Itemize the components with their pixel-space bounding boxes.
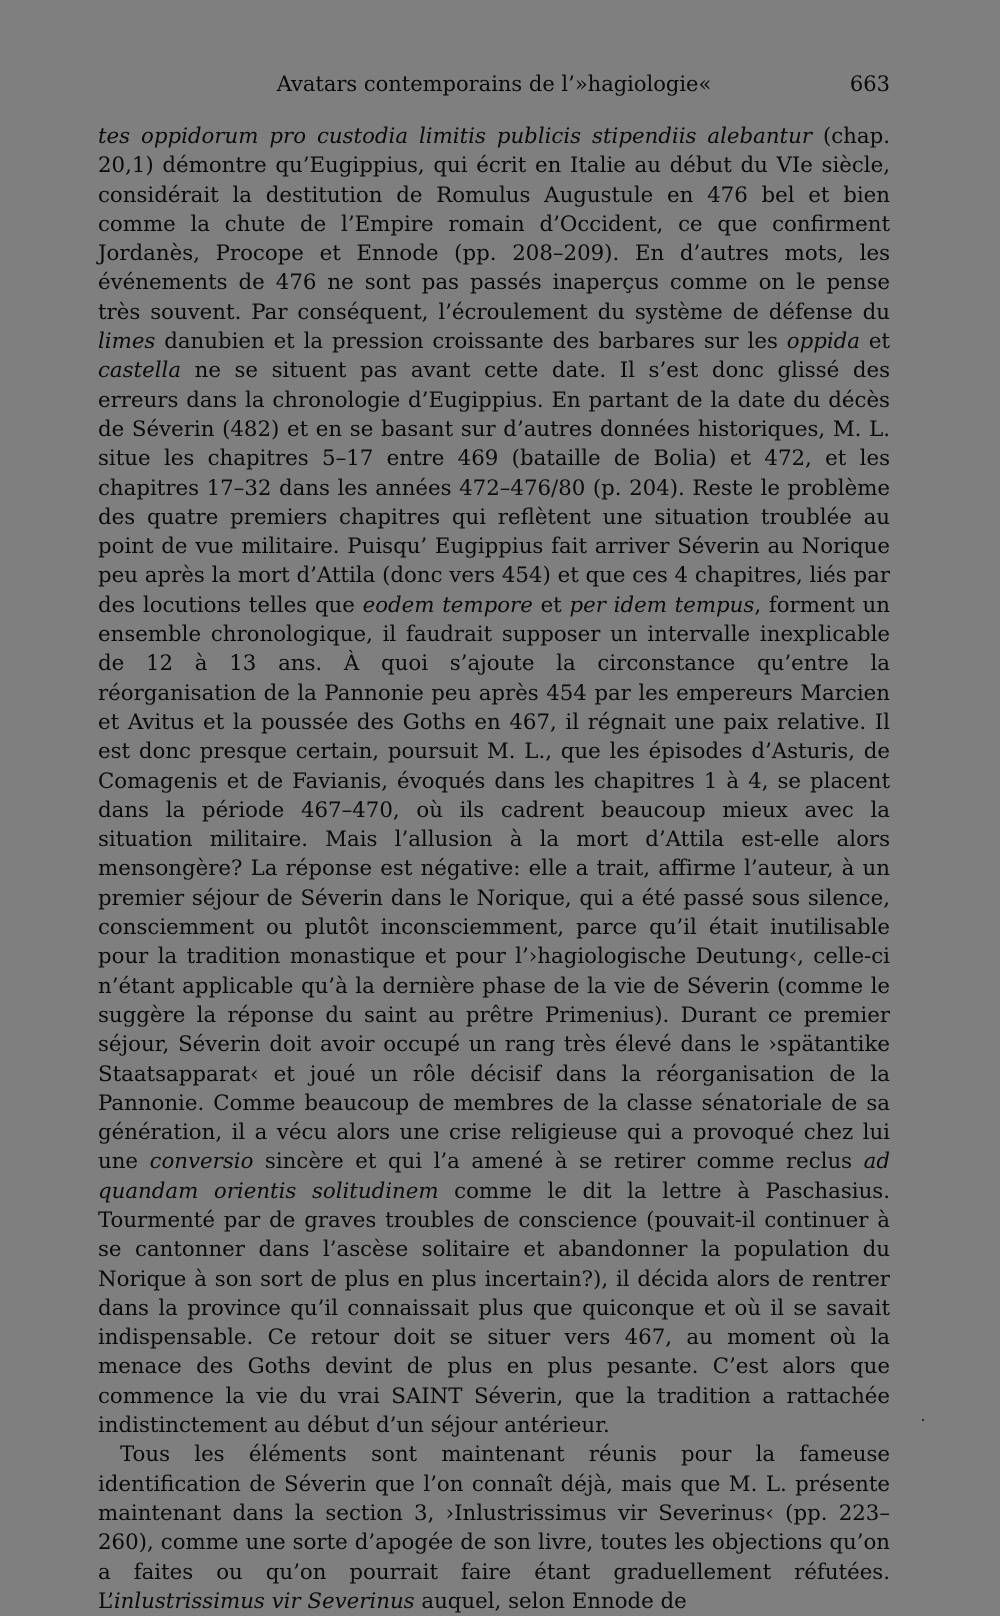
running-head: [98, 64, 890, 104]
paragraph: [98, 1440, 890, 1616]
page-number: 663: [849, 72, 890, 96]
paragraph: [98, 122, 890, 1440]
italic-text: ad quandam orientis solitudinem: [98, 1149, 890, 1204]
body-text: [98, 122, 890, 1616]
running-title: Avatars contemporains de l’»hagiologie«: [276, 72, 712, 96]
text-run: ne se situent pas avant cette date. Il s’est donc glissé des erreurs dans la chronologie d’Eugippius. En partant de la date du décès de Séverin (482) et en se basant sur d’autres données historiques, M. L. situe les chapitres 5–17 entre 469 (bataille de Bolia) et 472, et les chapitres 17–32 dans les années 472–476/80 (p. 204). Reste le problème des quatre premiers chapitres qui reflètent une situation troublée au point de vue militaire. Puisqu’ Eugippius fait arriver Séverin au Norique peu après la mort d’Attila (donc vers 454) et que ces 4 chapitres, liés par des locutions telles que: [98, 358, 890, 618]
italic-text: conversio: [149, 1149, 254, 1175]
text-run: et: [859, 329, 890, 355]
text-run: auquel, selon Ennode de: [414, 1588, 687, 1614]
italic-text: inlustrissimus vir Severinus: [113, 1588, 415, 1614]
italic-text: tes oppidorum pro custodia limitis publicis stipendiis alebantur: [98, 124, 813, 149]
text-run: comme le dit la lettre à Paschasius. Tourmenté par de graves troubles de conscience (pouvait-il continuer à se cantonner dans l’ascèse solitaire et abandonner la population du Norique à son sort de plus en plus incertain?), il décida alors de rentrer dans la province qu’il connaissait plus que quiconque et où il se savait indispensable. Ce retour doit se situer vers 467, au moment où la menace des Goths devint de plus en plus pesante. C’est alors que commence la vie du vrai SAINT Séverin, que la tradition a rattachée indistinctement au début d’un séjour antérieur.: [98, 1178, 890, 1439]
italic-text: eodem tempore: [362, 592, 533, 618]
text-run: (chap. 20,1) démontre qu’Eugippius, qui écrit en Italie au début du VIe siècle, considérait la destitution de Romulus Augustule en 476 bel et bien comme la chute de l’Empire romain d’Occident, ce que confirment Jordanès, Procope et Ennode (pp. 208–209). En d’autres mots, les événements de 476 ne sont pas passés inaperçus comme on le pense très souvent. Par conséquent, l’écroulement du système de défense du: [98, 124, 890, 325]
text-run: Tous les éléments sont maintenant réunis pour la fameuse identification de Séverin que l’on connaît déjà, mais que M. L. présente maintenant dans la section 3, ›Inlustrissimus vir Severinus‹ (pp. 223–260), comme une sorte d’apogée de son livre, toutes les objections qu’on a faites ou qu’on pourrait faire étant graduellement réfutées. L’: [98, 1442, 890, 1614]
italic-text: oppida: [786, 329, 860, 355]
italic-text: limes: [98, 329, 156, 355]
text-run: danubien et la pression croissante des barbares sur les: [155, 329, 787, 355]
margin-mark: [922, 1419, 924, 1421]
italic-text: castella: [98, 358, 182, 384]
italic-text: per idem tempus: [569, 592, 755, 618]
text-run: et: [532, 592, 570, 618]
text-run: sincère et qui l’a amené à se retirer comme reclus: [253, 1149, 864, 1175]
text-run: , forment un ensemble chronologique, il faudrait supposer un intervalle inexplicable de 12 à 13 ans. À quoi s’ajoute la circonstance qu’entre la réorganisation de la Pannonie peu après 454 par les empereurs Marcien et Avitus et la poussée des Goths en 467, il régnait une paix relative. Il est donc presque certain, poursuit M. L., que les épisodes d’Asturis, de Comagenis et de Favianis, évoqués dans les chapitres 1 à 4, se placent dans la période 467–470, où ils cadrent beaucoup mieux avec la situation militaire. Mais l’allusion à la mort d’Attila est-elle alors mensongère? La réponse est négative: elle a trait, affirme l’auteur, à un premier séjour de Séverin dans le Norique, qui a été passé sous silence, consciemment ou plutôt inconsciemment, parce qu’il était inutilisable pour la tradition monastique et pour l’›hagiologische Deutung‹, celle-ci n’étant applicable qu’à la dernière phase de la vie de Séverin (comme le suggère la réponse du saint au prêtre Primenius). Durant ce premier séjour, Séverin doit avoir occupé un rang très élevé dans le ›spätantike Staatsapparat‹ et joué un rôle décisif dans la réorganisation de la Pannonie. Comme beaucoup de membres de la classe sénatoriale de sa génération, il a vécu alors une crise religieuse qui a provoqué chez lui une: [98, 592, 890, 1175]
